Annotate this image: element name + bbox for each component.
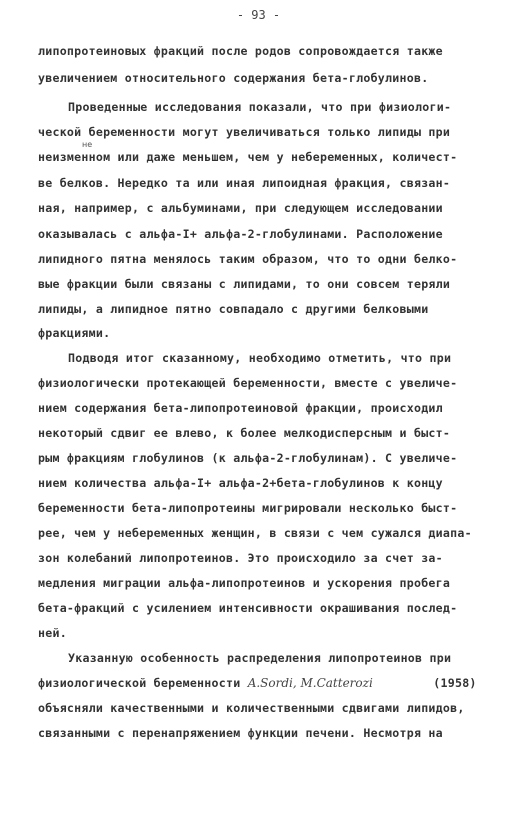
text-line: ная, например, с альбуминами, при следующем исследовании bbox=[38, 201, 443, 215]
text-line: увеличением относительного содержания бета-глобулинов. bbox=[38, 71, 429, 85]
text-line: липидного пятна менялось таким образом, что то одни белко- bbox=[38, 252, 458, 266]
paragraph-start-line: Проведенные исследования показали, что при физиологи- bbox=[68, 100, 452, 114]
text-line: связанными с перенапряжением функции печени. Несмотря на bbox=[38, 726, 443, 740]
text-line: медления миграции альфа-липопротеинов и ускорения пробега bbox=[38, 576, 451, 590]
handwritten-insertion: не bbox=[82, 140, 93, 149]
paragraph-start-line: Подводя итог сказанному, необходимо отметить, что при bbox=[68, 351, 452, 365]
citation-text: физиологической беременности bbox=[38, 676, 241, 690]
text-line: ней. bbox=[38, 626, 67, 640]
page-number: - 93 - bbox=[236, 8, 281, 22]
text-line: рее, чем у небеременных женщин, в связи с чем сужался диапа- bbox=[38, 526, 472, 540]
citation-year: (1958) bbox=[433, 676, 477, 690]
citation-line bbox=[38, 676, 477, 690]
text-line: некоторый сдвиг ее влево, к более мелкодисперсным и быст- bbox=[38, 426, 451, 440]
text-line: неизменном или даже меньшем, чем у небеременных, количест- bbox=[38, 150, 458, 164]
text-line: зон колебаний липопротеинов. Это происходило за счет за- bbox=[38, 551, 443, 565]
text-line: ве белков. Нередко та или иная липоидная фракция, связан- bbox=[38, 176, 451, 190]
text-line: липопротеиновых фракций после родов сопровождается также bbox=[38, 44, 443, 58]
text-line: бета-фракций с усилением интенсивности окрашивания послед- bbox=[38, 601, 458, 615]
text-line: оказывалась с альфа-I+ альфа-2-глобулинами. Расположение bbox=[38, 227, 443, 241]
handwritten-authors: A.Sordi, M.Catterozi bbox=[247, 676, 373, 690]
text-line: ческой беременности могут увеличиваться только липиды при bbox=[38, 125, 451, 139]
text-line: нием содержания бета-липопротеиновой фракции, происходил bbox=[38, 401, 443, 415]
text-line: беременности бета-липопротеины мигрировали несколько быст- bbox=[38, 501, 458, 515]
text-line: фракциями. bbox=[38, 326, 111, 340]
text-line: физиологически протекающей беременности, вместе с увеличе- bbox=[38, 376, 458, 390]
text-line: вые фракции были связаны с липидами, то они совсем теряли bbox=[38, 277, 451, 291]
text-line: липиды, а липидное пятно совпадало с другими белковыми bbox=[38, 302, 429, 316]
text-line: объясняли качественными и количественными сдвигами липидов, bbox=[38, 701, 465, 715]
text-line: рым фракциям глобулинов (к альфа-2-глобулинам). С увеличе- bbox=[38, 451, 458, 465]
text-line: нием количества альфа-I+ альфа-2+бета-глобулинов к концу bbox=[38, 476, 443, 490]
paragraph-start-line: Указанную особенность распределения липопротеинов при bbox=[68, 651, 452, 665]
